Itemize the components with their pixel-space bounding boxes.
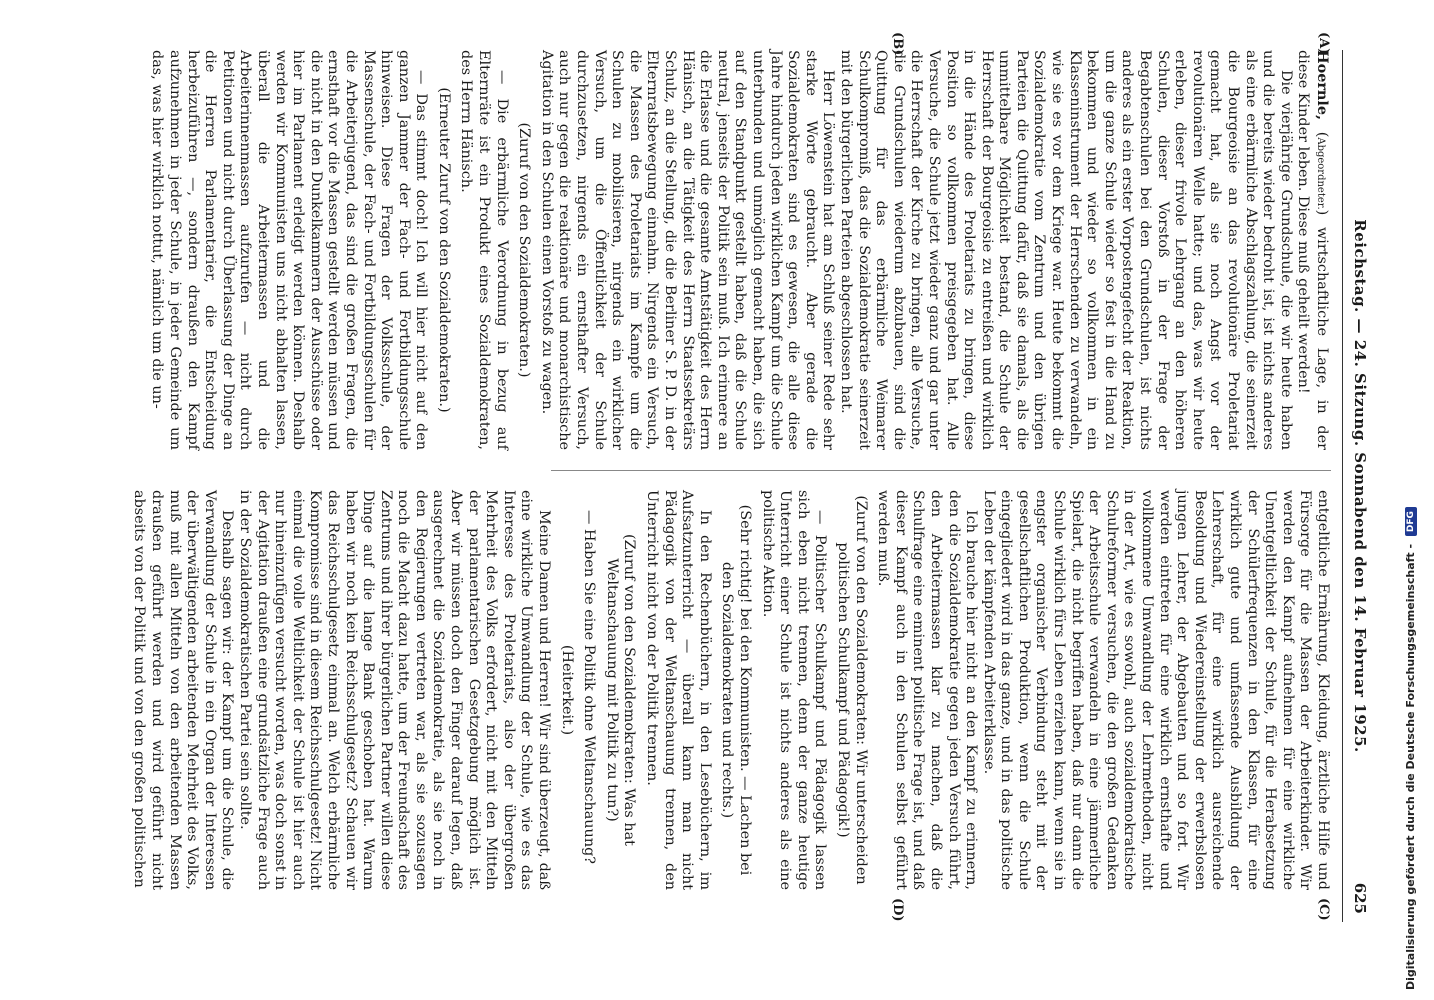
- column-separator: [551, 470, 1331, 471]
- page-headline: Reichstag. — 24. Sitzung. Sonnabend den 14. Februar 1925.: [1351, 219, 1369, 753]
- right-interjection-2: (Sehr richtig! bei den Kommunisten. — Lachen bei den Sozialdemokraten und rechts.): [719, 504, 753, 876]
- right-paragraph-1: entgeltliche Ernährung, Kleidung, ärztliche Hilfe und Fürsorge für die Massen der Arbeiterkinder. Wir werden den Kampf aufnehmen für eine wirkliche Unentgeltlichkeit der Schule, für die Herabsetzung der Schülerfrequenzen in den Klassen, für eine wirklich gute und umfassende Ausbildung der Lehrerschaft, für eine wirklich ausreichende Besoldung und Wiedereinstellung der erwerbslosen jungen Lehrer, der Abgebauten und so fort. Wir werden eintreten für eine wirklich ernsthafte und vollkommene Umwandlung der Lehrmethoden, nicht in der Art, wie es sowohl, auch sozialdemokratische Schulreformer versuchen, die den großen Gedanken der Arbeitsschule verwandeln in eine jämmerliche Spielart, die nicht begriffen haben, daß nur dann die Schule wirklich fürs Leben erziehen kann, wenn sie in engster organischer Verbindung steht mit der gesellschaftlichen Produktion, wenn die Schule eingegliedert wird in das ganze, und in das politische Leben der kämpfenden Arbeiterklasse.: [980, 490, 1331, 890]
- left-column: [148, 50, 1331, 450]
- page-number: 625: [1351, 882, 1369, 914]
- right-column: [130, 490, 1331, 890]
- speaker-name: Hoernle,: [1314, 50, 1331, 121]
- page-header: [1343, 50, 1375, 922]
- left-interjection-1: (Zuruf von den Sozialdemokraten.): [516, 122, 533, 378]
- speaker-role: Abgeordneter.: [1315, 137, 1326, 210]
- digitization-footer: [1404, 10, 1428, 990]
- rotated-text-frame: [125, 32, 1375, 922]
- right-paragraph-3: — Politischer Schulkampf und Pädagogik lassen sich eben nicht trennen, denn der ganze heutige Unterricht einer Schule ist nichts anderes als eine politische Aktion.: [759, 490, 829, 890]
- margin-mark-a: (A): [1316, 32, 1331, 55]
- left-paragraph-5: — Das stimmt doch! Ich will hier nicht auf den ganzen Jammer der Fach- und Fortbildungsschule hinweisen. Diese Fragen der Volksschule, der Massenschule, der Fach- und Fortbildungsschulen für die Arbeiterjugend, das sind die großen Fragen, die ernsthaft vor die Massen gestellt werden müssen und die nicht in den Dunkelkammern der Ausschüsse oder hier im Parlament erledigt werden können. Deshalb werden wir Kommunisten uns nicht abhalten lassen, überall die Arbeitermassen und die Arbeiterinnenmassen aufzurufen — nicht durch Petitionen und nicht durch Überlassung der Dinge an die Herren Parlamentarier, die Entscheidung herbeizuführen —, sondern draußen den Kampf aufzunehmen in jeder Schule, in jeder Gemeinde um das, was hier wirklich nottut, nämlich um die un-: [149, 50, 430, 450]
- left-paragraph-1: Hoernle, (Abgeordneter.) wirtschaftliche Lage, in der diese Kinder leben. Diese muß geheilt werden!: [1295, 50, 1331, 450]
- margin-mark-c: (C): [1316, 898, 1331, 921]
- right-paragraph-7: Deshalb sagen wir: der Kampf um die Schule, die Verwandlung der Schule in ein Organ der Interessen der überwältigenden arbeitenden Mehrheit des Volks, muß mit allen Mitteln von den arbeitenden Massen draußen geführt werden und wird geführt nicht abseits von der Politik und von den großen politischen: [131, 490, 236, 890]
- left-paragraph-1-text: wirtschaftliche Lage, in der diese Kinder leben. Diese muß geheilt werden!: [1295, 50, 1330, 450]
- header-rule: [1342, 50, 1343, 922]
- margin-mark-b: (B): [890, 32, 905, 56]
- dfg-logo-icon: DFG: [1405, 507, 1417, 536]
- right-paragraph-6: Meine Damen und Herren! Wir sind überzeugt, daß eine wirkliche Umwandlung der Schule, wie es das Interesse des Proletariats, also der übergroßen Mehrheit des Volks erfordert, nicht mit den Mitteln der parlamentarischen Gesetzgebung möglich ist. Aber wir müssen doch den Finger darauf legen, daß ausgerechnet die Sozialdemokratie, als sie noch in den Regierungen vertreten war, als sie sozusagen noch die Macht dazu hatte, um der Freundschaft des Zentrums und ihrer bürgerlichen Partner willen diese Dinge auf die lange Bank geschoben hat. Warum haben wir noch kein Reichsschulgesetz? Schauen wir das Reichsschulgesetz einmal an. Welch erbärmliche Kompromisse sind in diesem Reichsschulgesetz! Nicht einmal die volle Weltlichkeit der Schule ist hier auch nur hineinzufügen versucht worden, was doch sonst in der Agitation draußen eine grundsätzliche Frage auch in der Sozialdemokratischen Partei sein sollte.: [236, 490, 553, 890]
- left-paragraph-4: — Die erbärmliche Verordnung in bezug auf Elternräte ist ein Produkt eines Sozialdemokraten, des Herrn Hänisch.: [458, 50, 510, 450]
- right-interjection-4: (Heiterkeit.): [558, 644, 575, 736]
- left-interjection-2: (Erneuter Zuruf von den Sozialdemokraten.): [435, 87, 452, 413]
- right-interjection-3: (Zuruf von den Sozialdemokraten: Was hat Weltanschauung mit Politik zu tun?): [603, 534, 638, 846]
- right-paragraph-5: — Haben Sie eine Politik ohne Weltanschauung?: [581, 510, 598, 865]
- right-paragraph-2: Ich brauche hier nicht an den Kampf zu erinnern, den die Sozialdemokratie gegen jeden Versuch führt, den Arbeitermassen klar zu machen, daß die Schulfrage eine eminent politische Frage ist, und daß dieser Kampf auch in den Schulen selbst geführt werden muß.: [875, 490, 980, 890]
- footer-text: Digitalisierung gefördert durch die Deutsche Forschungsgemeinschaft -: [1404, 543, 1417, 990]
- right-interjection-1: (Zuruf von den Sozialdemokraten: Wir unterscheiden politischen Schulkampf und Pädagogik!): [834, 495, 869, 885]
- left-paragraph-2: Die vierjährige Grundschule, die wir heute haben und die bereits wieder bedroht ist, ist nichts anderes als eine erbärmliche Abschlagszahlung, die seinerzeit die Bourgeoisie an das revolutionäre Proletariat gemacht hat, als sie noch Angst vor der revolutionären Welle hatte; und das, was wir heute erleben, dieser frivole Lehrgang an den höheren Schulen, dieser Vorstoß in der Frage der Begabtenschulen bei den Grundschulen, ist nichts anderes als ein erster Vorpostengefecht der Reaktion, um die ganze Schule wieder so fest in die Hand zu bekommen und wieder so vollkommen in ein Klasseninstrument der Herrschenden zu verwandeln, wie sie es vor dem Kriege war. Heute bekommt die Sozialdemokratie vom Zentrum und den übrigen Parteien die Quittung dafür, daß sie damals, als die unmittelbare Möglichkeit bestand, die Schule der Herrschaft der Bourgeoisie zu entreißen und wirklich in die Hände des Proletariats zu bringen, diese Position so vollkommen preisgegeben hat. Alle Versuche, die Schule jetzt wieder ganz und gar unter die Herrschaft der Kirche zu bringen, alle Versuche, die Grundschulen wiederum abzubauen, sind die Quittung für das erbärmliche Weimarer Schulkompromiß, das die Sozialdemokratie seinerzeit mit den bürgerlichen Parteien abgeschlossen hat.: [837, 50, 1294, 450]
- left-paragraph-3: Herr Löwenstein hat am Schluß seiner Rede sehr starke Worte gebraucht. Aber gerade die Sozialdemokraten sind es gewesen, die alle diese Jahre hindurch jeden wirklichen Kampf um die Schule unterbunden und unmöglich gemacht haben, die sich auf den Standpunkt gestellt haben, daß die Schule neutral, jenseits der Politik sein muß. Ich erinnere an die Erlasse und die gesamte Amtstätigkeit des Herrn Hänisch, an die Tätigkeit des Herrn Staatssekretärs Schulz, an die Stellung, die die Berliner S. P. D. in der Elternratsbewegung einnahm. Nirgends ein Versuch, die Massen des Proletariats im Kampfe um die Schulen zu mobilisieren, nirgends ein wirklicher Versuch, um die Öffentlichkeit der Schule durchzusetzen, nirgends ein ernsthafter Versuch, auch nur gegen die reaktionäre und monarchistische Agitation in den Schulen einen Vorstoß zu wagen.: [538, 50, 837, 450]
- right-paragraph-4: In den Rechenbüchern, in den Lesebüchern, im Aufsatzunterricht — überall kann man nicht Pädagogik von der Weltanschauung trennen, den Unterricht nicht von der Politik trennen.: [644, 490, 713, 890]
- margin-mark-d: (D): [890, 898, 905, 922]
